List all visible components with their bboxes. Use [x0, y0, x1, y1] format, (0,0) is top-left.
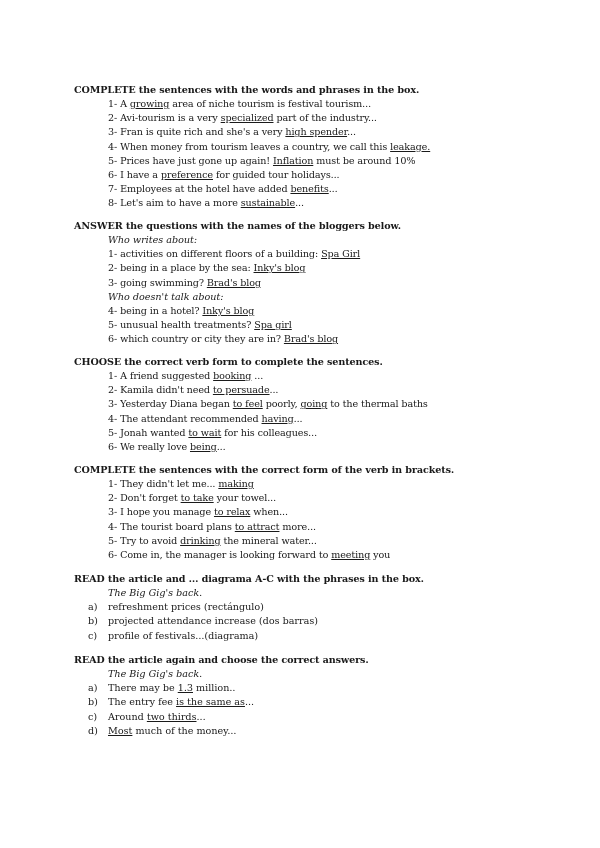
list-item: 2- Avi-tourism is a very specialized part of the industry... — [108, 113, 377, 125]
answer: to relax — [213, 507, 251, 519]
answer: growing — [129, 99, 170, 110]
list-item: b) projected attendance increase (dos barras) — [88, 616, 318, 628]
list-item: 5- Jonah wanted to wait for his colleagues... — [108, 427, 318, 439]
list-item: 2- being in a place by the sea: Inky's blog — [108, 263, 306, 275]
subheading: Who writes about: — [108, 235, 198, 246]
answer: booking — [213, 371, 252, 382]
section-complete-verb-form — [74, 464, 574, 563]
section-heading: CHOOSE the correct verb form to complete the sentences. — [74, 357, 383, 368]
section-heading: COMPLETE the sentences with the words and phrases in the box. — [74, 85, 420, 96]
list-item: 3- Fran is quite rich and she's a very high spender... — [108, 127, 356, 139]
section-heading: READ the article and ... diagrama A-C with the phrases in the box. — [74, 574, 424, 585]
answer: to persuade — [212, 385, 270, 397]
list-item: 1- They didn't let me... making — [108, 479, 254, 490]
list-item: 5- Prices have just gone up again! Inflation must be around 10% — [108, 155, 416, 167]
list-item: a) refreshment prices (rectángulo) — [88, 602, 264, 614]
section-answer-bloggers — [74, 220, 574, 348]
list-item: 7- Employees at the hotel have added benefits... — [108, 184, 338, 196]
answer: Brad's blog — [283, 334, 339, 346]
answer: to attract — [234, 521, 280, 533]
answer: drinking — [180, 535, 221, 547]
subheading: The Big Gig's back. — [108, 588, 203, 599]
answer: leakage. — [390, 141, 431, 153]
answer: being — [189, 442, 217, 454]
list-item: 3- going swimming? Brad's blog — [108, 277, 261, 289]
list-item: 4- When money from tourism leaves a country, we call this leakage. — [108, 141, 431, 153]
list-item: b) The entry fee is the same as... — [88, 697, 255, 709]
answer: sustainable — [240, 198, 296, 210]
list-item: 4- The attendant recommended having... — [108, 413, 303, 425]
list-item: d) Most much of the money... — [88, 725, 237, 737]
section-heading: ANSWER the questions with the names of the bloggers below. — [74, 221, 401, 232]
list-item: 5- unusual health treatments? Spa girl — [108, 320, 292, 332]
answer: is the same as — [176, 697, 245, 709]
answer: Most — [108, 725, 133, 737]
answer: high spender — [285, 127, 348, 139]
list-item: c) profile of festivals...(diagrama) — [88, 630, 259, 642]
answer: to take — [180, 493, 214, 505]
answer: Inky's blog — [253, 263, 306, 275]
answer: benefits — [290, 184, 329, 196]
list-item: 6- Come in, the manager is looking forward to meeting you — [108, 550, 391, 562]
list-item: 3- Yesterday Diana began to feel poorly, going to the thermal baths — [108, 399, 428, 411]
answer: Spa girl — [254, 320, 292, 332]
section-complete-words — [74, 84, 574, 212]
answer: two thirds — [146, 711, 197, 723]
answer: preference — [160, 170, 213, 182]
list-item: 8- Let's aim to have a more sustainable... — [108, 198, 304, 210]
answer: making — [218, 479, 254, 490]
list-item: 1- A friend suggested booking ... — [108, 371, 264, 382]
answer: 1.3 — [177, 683, 193, 695]
section-heading: COMPLETE the sentences with the correct form of the verb in brackets. — [74, 465, 455, 476]
list-item: 2- Don't forget to take your towel... — [108, 493, 277, 505]
list-item: 5- Try to avoid drinking the mineral water... — [108, 535, 317, 547]
section-read-answers — [74, 654, 574, 739]
section-choose-verb — [74, 356, 574, 455]
answer: Brad's blog — [206, 277, 261, 289]
list-item: 6- We really love being... — [108, 442, 226, 454]
list-item: 3- I hope you manage to relax when... — [108, 507, 288, 519]
answer: to feel — [232, 399, 263, 411]
answer: going — [300, 399, 328, 411]
answer: having — [261, 413, 294, 425]
list-item: 1- activities on different floors of a building: Spa Girl — [108, 249, 361, 261]
list-item: 4- The tourist board plans to attract more... — [108, 521, 316, 533]
list-item: 6- I have a preference for guided tour holidays... — [108, 170, 340, 182]
list-item: c) Around two thirds... — [88, 711, 206, 723]
list-item: 6- which country or city they are in? Brad's blog — [108, 334, 339, 346]
answer: specialized — [220, 113, 274, 125]
list-item: a) There may be 1.3 million.. — [88, 683, 236, 695]
section-read-diagram — [74, 573, 574, 644]
subheading: Who doesn't talk about: — [108, 291, 224, 303]
answer: meeting — [331, 550, 371, 562]
subheading: The Big Gig's back. — [108, 669, 203, 680]
answer: Spa Girl — [321, 249, 361, 261]
list-item: 2- Kamila didn't need to persuade... — [108, 385, 279, 397]
answer: to wait — [188, 427, 222, 439]
list-item: 1- A growing area of niche tourism is festival tourism... — [108, 99, 372, 110]
answer: Inky's blog — [202, 306, 255, 318]
section-heading: READ the article again and choose the correct answers. — [74, 655, 369, 666]
answer: Inflation — [272, 155, 314, 167]
list-item: 4- being in a hotel? Inky's blog — [108, 306, 255, 318]
